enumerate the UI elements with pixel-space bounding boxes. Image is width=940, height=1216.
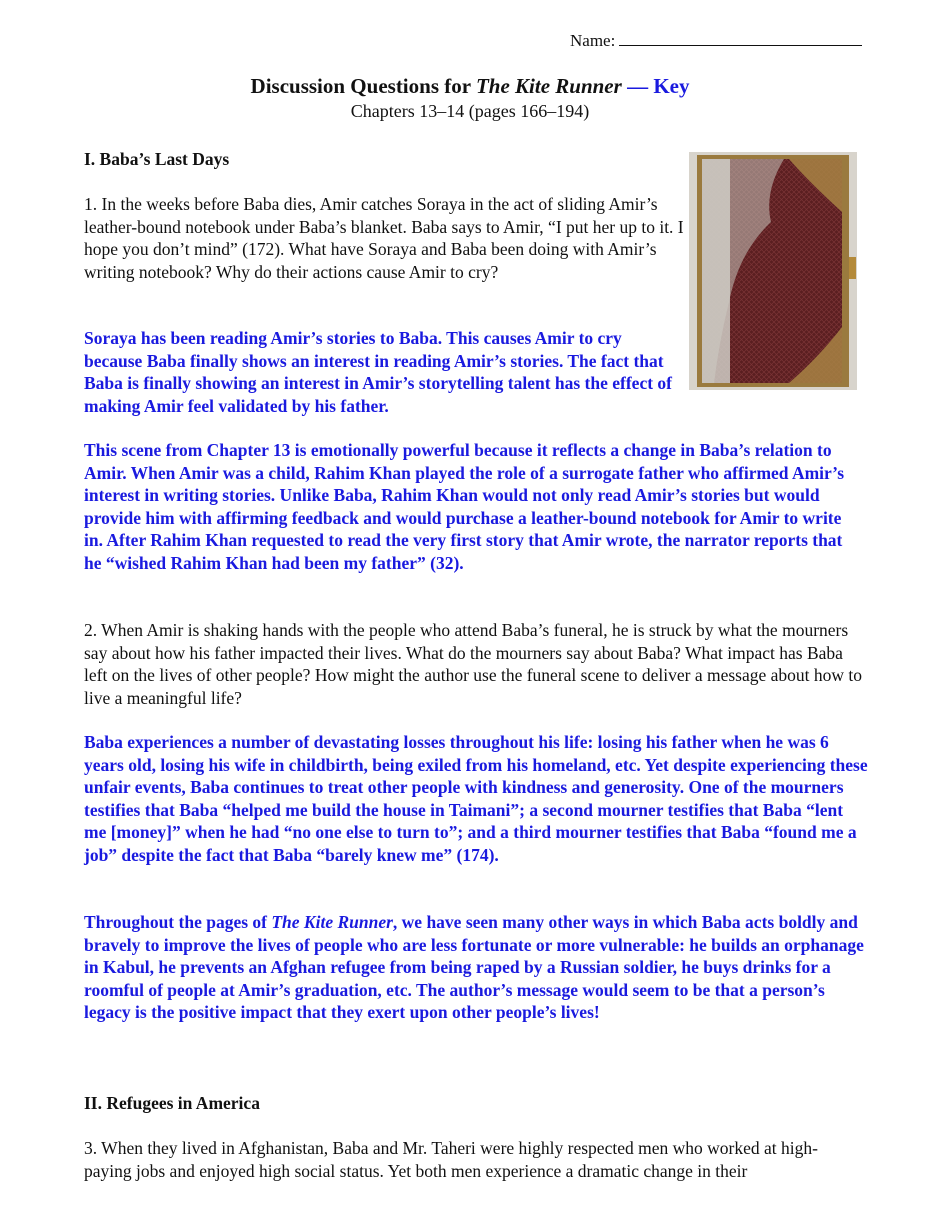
name-label: Name:	[570, 31, 616, 50]
book-title-inline: The Kite Runner	[271, 912, 393, 932]
answer-2a: Baba experiences a number of devastating losses throughout his life: losing his father when he was 6 years old, losing his wife in childbirth, being exiled from his homeland, etc. Yet despite experiencing these unfair events, Baba continues to treat other people with kindness and generosity. One of the mourners testifies that Baba “helped me build the house in Taimani”; a second mourner testifies that Baba “lent me [money]” when he had “no one else to turn to”; and a third mourner testifies that Baba “found me a job” despite the fact that Baba “barely knew me” (174).	[84, 732, 868, 865]
page-title: Discussion Questions for The Kite Runner — Key	[250, 74, 690, 98]
answer-2b: Throughout the pages of The Kite Runner, we have seen many other ways in which Baba acts boldly and bravely to improve the lives of people who are less fortunate or more vulnerable: he builds an orphanage in Kabul, he prevents an Afghan refugee from being raped by a Russian soldier, he buys drinks for a roomful of people at Amir’s graduation, etc. The author’s message would seem to be that a person’s legacy is the positive impact that they exert upon other people’s lives!	[84, 912, 864, 1022]
question-1: 1. In the weeks before Baba dies, Amir catches Soraya in the act of sliding Amir’s leather-bound notebook under Baba’s blanket. Baba says to Amir, “I put her up to it. I hope you don’t mind” (172). What have Soraya and Baba been doing with Amir’s writing notebook? Why do their actions cause Amir to cry?	[84, 194, 684, 282]
page-subtitle: Chapters 13–14 (pages 166–194)	[350, 101, 590, 121]
answer-1b: This scene from Chapter 13 is emotionally powerful because it reflects a change in Baba’s relation to Amir. When Amir was a child, Rahim Khan played the role of a surrogate father who affirmed Amir’s interest in writing stories. Unlike Baba, Rahim Khan would not only read Amir’s stories but would provide him with affirming feedback and would purchase a leather-bound notebook for Amir to write in. After Rahim Khan requested to read the very first story that Amir wrote, the narrator reports that he “wished Rahim Khan had been my father” (32).	[84, 440, 845, 573]
name-blank-line	[619, 30, 862, 46]
question-2: 2. When Amir is shaking hands with the people who attend Baba’s funeral, he is struck by what the mourners say about how his father impacted their lives. What do the mourners say about Baba? What impact has Baba left on the lives of other people? How might the author use the funeral scene to deliver a message about how to live a meaningful life?	[84, 620, 863, 708]
question-3: 3. When they lived in Afghanistan, Baba and Mr. Taheri were highly respected men who worked at high-paying jobs and enjoyed high social status. Yet both men experience a dramatic change in their	[84, 1138, 818, 1181]
name-field	[570, 30, 862, 51]
book-title: The Kite Runner	[475, 74, 622, 98]
section-heading-2: II. Refugees in America	[84, 1093, 260, 1113]
section-heading-1: I. Baba’s Last Days	[84, 149, 230, 169]
key-label: Key	[653, 74, 690, 98]
notebook-image	[689, 152, 857, 390]
answer-1a: Soraya has been reading Amir’s stories to Baba. This causes Amir to cry because Baba finally shows an interest in reading Amir’s stories. The fact that Baba is finally showing an interest in Amir’s storytelling talent has the effect of making Amir feel validated by his father.	[84, 328, 673, 416]
